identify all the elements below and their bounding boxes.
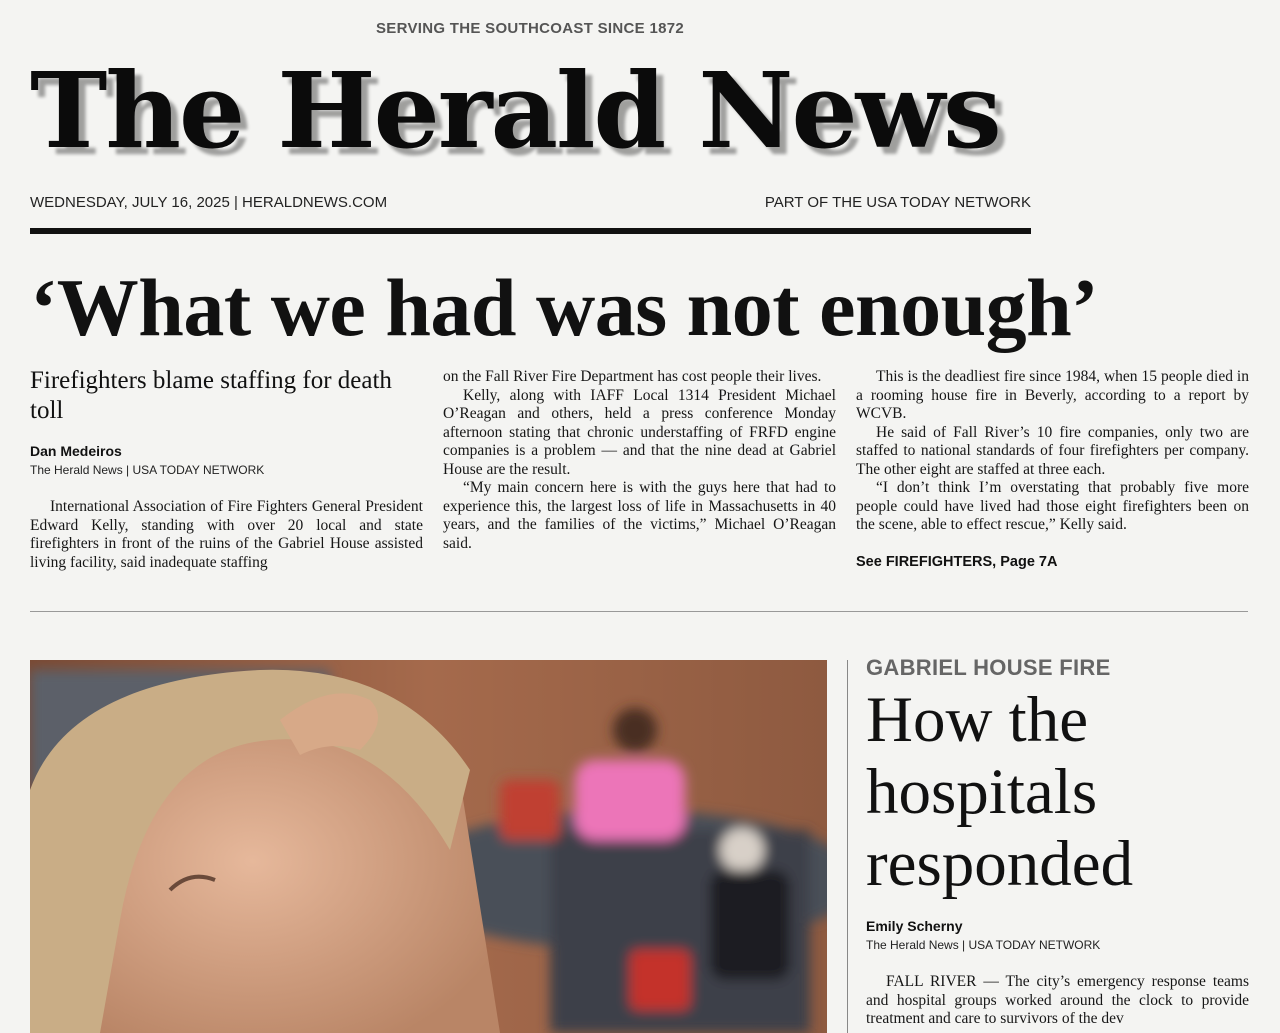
column-divider [847,660,848,1033]
lead-column-2 [443,368,836,553]
lead-paragraph: This is the deadliest fire since 1984, when 15 people died in a rooming house fire in Beverly, according to a report by WCVB. [856,368,1249,422]
second-byline: Emily Scherny [866,918,963,934]
lead-byline: Dan Medeiros [30,443,122,459]
lead-headline[interactable]: ‘What we had was not enough’ [30,262,1099,353]
news-photo[interactable] [30,660,827,1033]
lead-subhead: Firefighters blame staffing for death toll [30,367,392,424]
dateline: WEDNESDAY, JULY 16, 2025 | HERALDNEWS.COM [30,194,388,211]
second-paragraph: FALL RIVER — The city’s emergency response teams and hospital groups worked around the clock to provide treatment and care to survivors of the dev [866,973,1249,1027]
second-headline[interactable]: How the hospitals responded [866,684,1134,900]
network-label: PART OF THE USA TODAY NETWORK [764,194,1031,211]
lead-paragraph: “My main concern here is with the guys here that had to experience this, the largest loss of life in Massachusetts in 40 years, and the families of the victims,” Michael O’Reagan said. [443,479,836,552]
masthead-logo[interactable]: The Herald News [30,49,1000,172]
lead-paragraph: He said of Fall River’s 10 fire companies, only two are staffed to national standards of four firefighters per company. The other eight are staffed at three each. [856,423,1249,478]
masthead-tagline: SERVING THE SOUTHCOAST SINCE 1872 [375,20,685,37]
lead-paragraph: on the Fall River Fire Department has cost people their lives. [443,368,822,385]
lead-paragraph: Kelly, along with IAFF Local 1314 President Michael O’Reagan and others, held a press conference Monday afternoon stating that chronic understaffing of FRFD engine companies is a problem — and that the nine dead at Gabriel House are the result. [443,386,836,478]
section-divider [30,611,1248,612]
lead-paragraph: International Association of Fire Fighters General President Edward Kelly, standing with over 20 local and state firefighters in front of the ruins of the Gabriel House assisted living facility, said inadequate staffing [30,498,423,571]
lead-column-3 [856,368,1249,535]
lead-column-1 [30,498,423,572]
masthead-rule [30,228,1031,234]
lead-paragraph: “I don’t think I’m overstating that probably five more people could have lived had those eight firefighters been on the scene, able to effect rescue,” Kelly said. [856,479,1249,533]
lead-affiliation: The Herald News | USA TODAY NETWORK [30,463,265,477]
second-affiliation: The Herald News | USA TODAY NETWORK [866,938,1101,952]
story-kicker: GABRIEL HOUSE FIRE [866,655,1111,680]
jump-link[interactable]: See FIREFIGHTERS, Page 7A [856,554,1058,570]
news-photo-image [30,660,827,1033]
second-story-body [866,973,1249,1029]
